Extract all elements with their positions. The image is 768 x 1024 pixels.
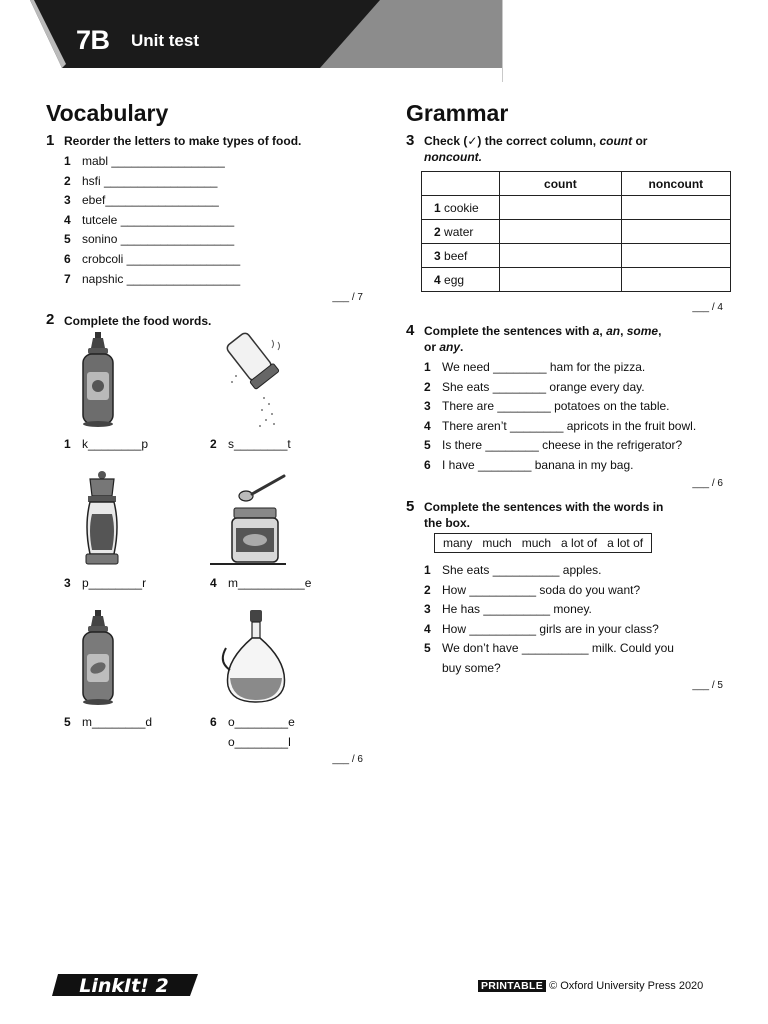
food-word-item: 3 p________r — [64, 576, 147, 590]
list-item: 4 tutcele _________________ — [64, 212, 235, 227]
list-item: 3 ebef_________________ — [64, 193, 219, 208]
section-title-grammar: Grammar — [406, 100, 509, 126]
noncount-checkbox-cell[interactable] — [621, 196, 730, 220]
list-item: 5 sonino _________________ — [64, 232, 235, 247]
word-box: many much much a lot of a lot of — [434, 533, 652, 553]
list-item: 1 We need ________ ham for the pizza. — [424, 360, 646, 374]
food-word-item-continued: o________l — [228, 735, 291, 749]
count-checkbox-cell[interactable] — [500, 268, 622, 292]
list-item-continued: buy some? — [442, 660, 501, 675]
table-header-count: count — [500, 172, 622, 196]
exercise-number: 3 — [406, 132, 415, 149]
table-row-label: 3 beef — [422, 244, 500, 268]
exercise-instruction: Complete the sentences with a, an, some, or any. — [424, 324, 662, 354]
list-item: 5 Is there ________ cheese in the refrigerator? — [424, 438, 683, 453]
exercise-number: 2 — [46, 311, 55, 328]
exercise-instruction: Reorder the letters to make types of food. — [64, 134, 302, 148]
svg-text:LinkIt! 2: LinkIt! 2 — [79, 975, 169, 997]
food-word-item: 5 m________d — [64, 715, 153, 729]
food-word-item: 4 m__________e — [210, 576, 312, 590]
list-item: 1 She eats __________ apples. — [424, 563, 602, 577]
unit-title: Unit test — [131, 31, 199, 50]
score-box: ___ / 6 — [692, 478, 723, 489]
exercise-instruction: Check (✓) the correct column, count or noncount. — [424, 134, 648, 164]
list-item: 5 We don’t have __________ milk. Could you — [424, 641, 674, 656]
table-row — [422, 244, 731, 268]
food-word-item: 6 o________e — [210, 715, 295, 729]
count-checkbox-cell[interactable] — [500, 244, 622, 268]
count-checkbox-cell[interactable] — [500, 196, 622, 220]
table-header-noncount: noncount — [621, 172, 730, 196]
list-item: 4 There aren’t ________ apricots in the fruit bowl. — [424, 418, 697, 433]
noncount-checkbox-cell[interactable] — [621, 268, 730, 292]
list-item: 2 She eats ________ orange every day. — [424, 379, 645, 394]
mayonnaise-jar-icon — [206, 470, 290, 568]
exercise-4-list — [424, 358, 696, 476]
score-box: ___ / 6 — [332, 754, 363, 765]
table-row-label: 4 egg — [422, 268, 500, 292]
table-row — [422, 268, 731, 292]
exercise-number: 5 — [406, 498, 415, 515]
unit-code: 7B — [76, 25, 110, 55]
list-item: 2 How __________ soda do you want? — [424, 582, 641, 597]
noncount-checkbox-cell[interactable] — [621, 244, 730, 268]
count-noncount-table — [421, 171, 731, 292]
food-word-item: 1 k________p — [64, 437, 149, 451]
exercise-instruction: Complete the food words. — [64, 314, 212, 328]
linkit-logo — [52, 972, 198, 998]
noncount-checkbox-cell[interactable] — [621, 220, 730, 244]
copyright-text: © Oxford University Press 2020 — [549, 980, 704, 992]
list-item: 6 I have ________ banana in my bag. — [424, 457, 634, 472]
list-item: 1 mabl _________________ — [64, 154, 225, 168]
score-box: ___ / 7 — [332, 292, 363, 303]
count-checkbox-cell[interactable] — [500, 220, 622, 244]
olive-oil-cruet-icon — [218, 608, 290, 704]
exercise-instruction: Complete the sentences with the words in the box. — [424, 500, 664, 530]
ketchup-bottle-icon — [78, 332, 118, 428]
list-item: 4 How __________ girls are in your class? — [424, 621, 659, 636]
score-box: ___ / 5 — [692, 680, 723, 691]
exercise-number: 4 — [406, 322, 415, 339]
table-row-label: 1 cookie — [422, 196, 500, 220]
table-row — [422, 196, 731, 220]
exercise-5-list — [424, 561, 674, 679]
list-item: 3 He has __________ money. — [424, 602, 592, 617]
table-header-empty — [422, 172, 500, 196]
table-row — [422, 220, 731, 244]
footer-copyright — [478, 980, 703, 992]
exercise-1-list — [64, 152, 240, 289]
mustard-bottle-icon — [78, 610, 118, 706]
list-item: 2 hsfi _________________ — [64, 173, 218, 188]
food-word-item: 2 s________t — [210, 437, 291, 451]
exercise-number: 1 — [46, 132, 55, 149]
score-box: ___ / 4 — [692, 302, 723, 313]
pepper-mill-icon — [78, 470, 126, 568]
printable-badge: PRINTABLE — [478, 980, 546, 992]
header-divider-line — [502, 0, 503, 82]
table-header-row — [422, 172, 731, 196]
list-item: 3 There are ________ potatoes on the table. — [424, 399, 670, 414]
list-item: 6 crobcoli _________________ — [64, 251, 241, 266]
table-row-label: 2 water — [422, 220, 500, 244]
list-item: 7 napshic _________________ — [64, 271, 241, 286]
section-title-vocabulary: Vocabulary — [46, 100, 169, 126]
salt-shaker-icon — [214, 332, 290, 432]
